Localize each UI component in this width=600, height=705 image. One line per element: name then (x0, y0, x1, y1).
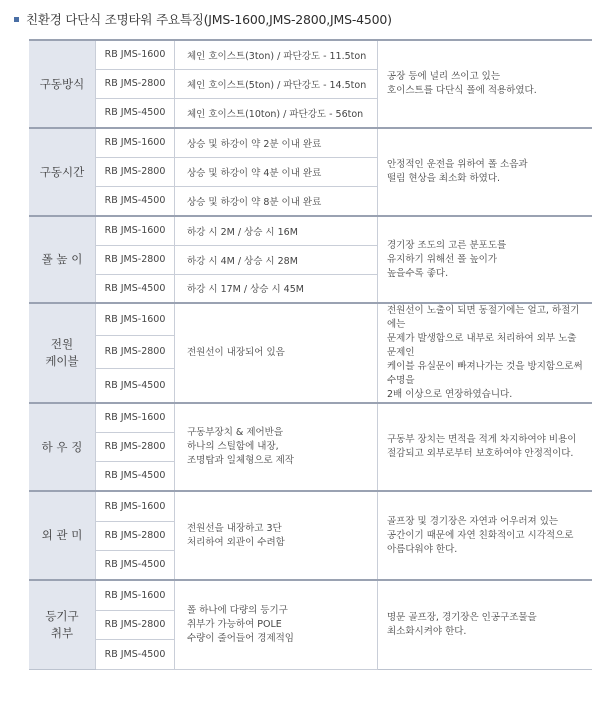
category-label-line: 취부 (50, 625, 74, 640)
table-row (29, 40, 592, 69)
spec-cell: 체인 호이스트(3ton) / 파단강도 - 11.5ton (175, 40, 378, 69)
description-line: 최소화시켜야 한다. (387, 625, 467, 637)
category-label-line: 구동방식 (39, 76, 85, 91)
description-cell (378, 40, 593, 128)
model-cell: RB JMS-2800 (96, 157, 175, 186)
spec-line: 전원선을 내장하고 3단 (187, 522, 282, 534)
model-cell: RB JMS-4500 (96, 274, 175, 303)
table-row (29, 216, 592, 245)
model-cell: RB JMS-1600 (96, 128, 175, 157)
description-cell (378, 303, 593, 403)
description-cell (378, 580, 593, 669)
spec-line: 수량이 줄어들어 경제적임 (187, 632, 294, 644)
spec-line: 처리하여 외관이 수려함 (187, 536, 285, 548)
category-label (29, 491, 96, 580)
category-label (29, 128, 96, 216)
table-row (29, 403, 592, 432)
category-label-line: 하 우 징 (41, 439, 83, 454)
spec-line: 조명탑과 일체형으로 제작 (187, 455, 294, 466)
page-title (14, 9, 392, 29)
spec-cell: 하강 시 17M / 상승 시 45M (175, 274, 378, 303)
table-row (29, 580, 592, 610)
model-cell: RB JMS-4500 (96, 639, 175, 669)
title-bullet-icon (14, 17, 19, 22)
category-label (29, 403, 96, 491)
category-label (29, 216, 96, 303)
model-cell: RB JMS-4500 (96, 186, 175, 216)
description-line: 높을수록 좋다. (387, 267, 449, 279)
model-cell: RB JMS-1600 (96, 303, 175, 335)
description-cell (378, 128, 593, 216)
spec-cell: 하강 시 2M / 상승 시 16M (175, 216, 378, 245)
table-row (29, 303, 592, 335)
model-cell: RB JMS-2800 (96, 521, 175, 550)
description-line: 아름다워야 한다. (387, 543, 458, 555)
description-cell (378, 491, 593, 580)
spec-line: 구동부장치 & 제어반을 (187, 427, 284, 438)
model-cell: RB JMS-1600 (96, 40, 175, 69)
table-row (29, 128, 592, 157)
spec-cell: 체인 호이스트(5ton) / 파단강도 - 14.5ton (175, 69, 378, 98)
description-line: 케이블 유실문이 빠져나가는 것을 방지함으로써 수명을 (387, 361, 583, 386)
model-cell: RB JMS-2800 (96, 245, 175, 274)
category-label-line: 등기구 (45, 608, 79, 623)
description-line: 전원선이 노출이 되면 동절기에는 얼고, 하절기에는 (387, 305, 580, 330)
description-line: 호이스트를 다단식 폴에 적용하였다. (387, 85, 537, 96)
model-cell: RB JMS-4500 (96, 98, 175, 128)
description-cell (378, 216, 593, 303)
spec-cell: 상승 및 하강이 약 8분 이내 완료 (175, 186, 378, 216)
model-cell: RB JMS-2800 (96, 610, 175, 639)
model-cell: RB JMS-1600 (96, 491, 175, 521)
description-line: 공간이기 때문에 자연 친화적이고 시각적으로 (387, 529, 574, 541)
spec-cell: 하강 시 4M / 상승 시 28M (175, 245, 378, 274)
description-line: 공장 등에 널리 쓰이고 있는 (387, 71, 501, 82)
category-label-line: 폴 높 이 (41, 252, 83, 266)
category-label-line: 구동시간 (39, 164, 85, 179)
model-cell: RB JMS-1600 (96, 216, 175, 245)
description-line: 문제가 발생함으로 내부로 처리하여 외부 노출 문제인 (387, 333, 577, 358)
page-title-text: 친환경 다단식 조명타워 주요특징(JMS-1600,JMS-2800,JMS-4500) (26, 12, 392, 27)
spec-merged-cell (175, 580, 378, 669)
model-cell: RB JMS-1600 (96, 403, 175, 432)
description-line: 절감되고 외부로부터 보호하여야 안정적이다. (387, 448, 574, 459)
spec-line: 취부가 가능하여 POLE (187, 618, 282, 630)
description-line: 구동부 장치는 면적을 적게 차지하여야 비용이 (387, 434, 577, 445)
model-cell: RB JMS-2800 (96, 335, 175, 368)
spec-merged-cell (175, 303, 378, 403)
category-label-line: 전원 (50, 337, 74, 351)
spec-merged-cell (175, 403, 378, 491)
spec-merged-cell (175, 491, 378, 580)
description-line: 안정적인 운전을 위하여 폴 소음과 (387, 159, 528, 170)
spec-cell: 체인 호이스트(10ton) / 파단강도 - 56ton (175, 98, 378, 128)
category-label (29, 580, 96, 669)
description-line: 경기장 조도의 고른 분포도를 (387, 239, 507, 251)
description-cell (378, 403, 593, 491)
model-cell: RB JMS-1600 (96, 580, 175, 610)
spec-line: 폴 하나에 다량의 등기구 (187, 604, 288, 616)
category-label (29, 303, 96, 403)
description-line: 떨림 현상을 최소화 하였다. (387, 173, 501, 184)
model-cell: RB JMS-2800 (96, 432, 175, 461)
model-cell: RB JMS-2800 (96, 69, 175, 98)
model-cell: RB JMS-4500 (96, 369, 175, 404)
spec-line: 전원선이 내장되어 있음 (187, 347, 285, 358)
model-cell: RB JMS-4500 (96, 550, 175, 580)
feature-table (29, 39, 592, 670)
description-line: 유지하기 위해선 폴 높이가 (387, 253, 498, 265)
feature-table-container (29, 39, 592, 700)
description-line: 명문 골프장, 경기장은 인공구조물을 (387, 611, 537, 623)
spec-cell: 상승 및 하강이 약 4분 이내 완료 (175, 157, 378, 186)
table-row (29, 491, 592, 521)
description-line: 골프장 및 경기장은 자연과 어우러져 있는 (387, 515, 559, 527)
category-label-line: 케이블 (45, 354, 79, 368)
spec-cell: 상승 및 하강이 약 2분 이내 완료 (175, 128, 378, 157)
category-label-line: 외 관 미 (41, 528, 83, 542)
description-line: 2배 이상으로 연장하였습니다. (387, 389, 513, 400)
category-label (29, 40, 96, 128)
model-cell: RB JMS-4500 (96, 461, 175, 491)
spec-line: 하나의 스틸함에 내장, (187, 441, 279, 452)
